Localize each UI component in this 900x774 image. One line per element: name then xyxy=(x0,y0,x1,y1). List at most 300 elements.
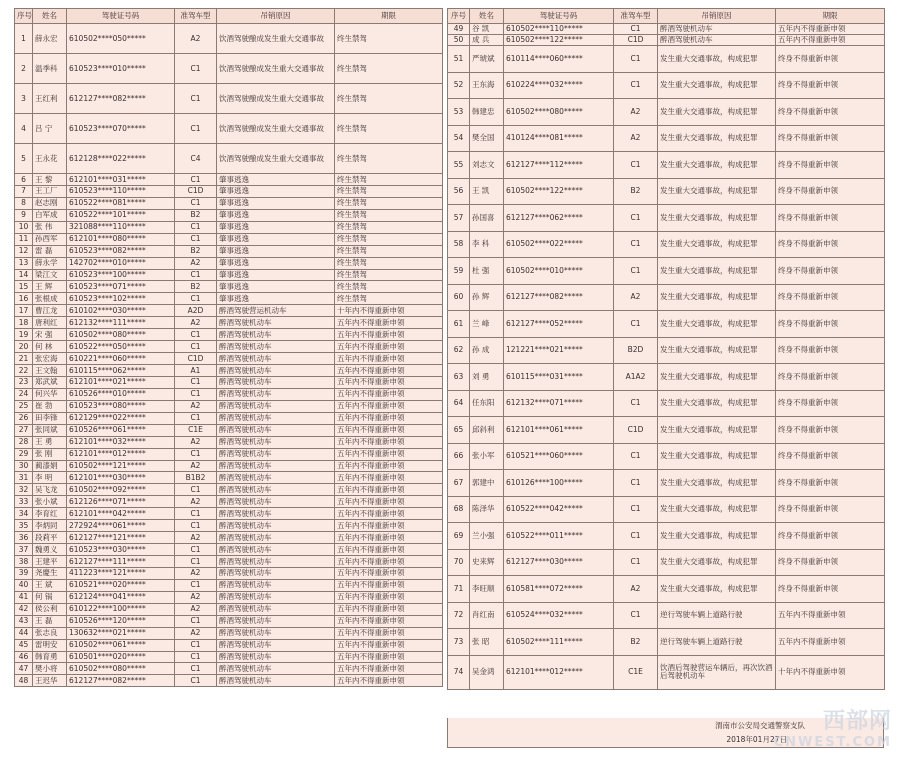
cell-revocation-reason: 醉酒驾驶机动车 xyxy=(658,24,776,35)
cell-index: 61 xyxy=(448,311,470,338)
cell-license-number: 612127****082***** xyxy=(504,284,614,311)
cell-index: 41 xyxy=(15,591,33,603)
cell-index: 19 xyxy=(15,329,33,341)
cell-revocation-reason: 饮酒驾驶酿成发生重大交通事故 xyxy=(217,144,335,174)
table-row xyxy=(15,424,443,436)
cell-term: 终身不得重新申领 xyxy=(776,152,885,179)
table-row xyxy=(448,35,885,46)
table-row xyxy=(448,72,885,99)
cell-index: 5 xyxy=(15,144,33,174)
cell-term: 终身不得重新申领 xyxy=(776,46,885,73)
header-revocation-reason: 吊销原因 xyxy=(217,9,335,24)
cell-license-number: 610502****080***** xyxy=(67,329,175,341)
cell-license-number: 411223****121***** xyxy=(67,567,175,579)
watermark-domain: CNWEST.COM xyxy=(773,735,892,750)
cell-index: 11 xyxy=(15,233,33,245)
table-row xyxy=(448,205,885,232)
cell-index: 21 xyxy=(15,353,33,365)
cell-name: 薛永宏 xyxy=(33,24,67,54)
cell-name: 樊全国 xyxy=(470,125,504,152)
cell-vehicle-class: B2 xyxy=(175,245,217,257)
left-table-panel xyxy=(14,8,442,687)
cell-revocation-reason: 醉酒驾驶机动车 xyxy=(217,329,335,341)
cell-term: 十年内不得重新申领 xyxy=(776,655,885,689)
cell-revocation-reason: 醉酒驾驶机动车 xyxy=(217,508,335,520)
cell-revocation-reason: 发生重大交通事故，构成犯罪 xyxy=(658,311,776,338)
cell-license-number: 612124****041***** xyxy=(67,591,175,603)
cell-license-number: 610122****100***** xyxy=(67,603,175,615)
cell-index: 14 xyxy=(15,269,33,281)
table-row xyxy=(15,472,443,484)
cell-vehicle-class: C1 xyxy=(175,341,217,353)
cell-vehicle-class: C1 xyxy=(614,72,658,99)
cell-vehicle-class: C1D xyxy=(614,417,658,444)
cell-term: 终身不得重新申领 xyxy=(776,337,885,364)
cell-name: 刘志文 xyxy=(470,152,504,179)
cell-index: 3 xyxy=(15,84,33,114)
cell-term: 五年内不得重新申领 xyxy=(335,376,443,388)
cell-vehicle-class: A2 xyxy=(175,603,217,615)
cell-license-number: 610502****080***** xyxy=(67,663,175,675)
cell-index: 34 xyxy=(15,508,33,520)
table-row xyxy=(15,84,443,114)
cell-revocation-reason: 醉酒驾驶机动车 xyxy=(217,567,335,579)
cell-name: 蔺漆娟 xyxy=(33,460,67,472)
cell-index: 58 xyxy=(448,231,470,258)
cell-index: 28 xyxy=(15,436,33,448)
issuing-authority: 渭南市公安局交通警察支队 xyxy=(715,721,805,730)
cell-vehicle-class: C1 xyxy=(175,615,217,627)
cell-vehicle-class: C1 xyxy=(614,496,658,523)
cell-term: 终生禁驾 xyxy=(335,221,443,233)
cell-term: 五年内不得重新申领 xyxy=(335,365,443,377)
table-row xyxy=(15,376,443,388)
cell-license-number: 610524****032***** xyxy=(504,602,614,629)
cell-license-number: 610526****061***** xyxy=(67,424,175,436)
cell-license-number: 610502****061***** xyxy=(67,639,175,651)
cell-term: 终生禁驾 xyxy=(335,174,443,186)
cell-name: 梁江文 xyxy=(33,269,67,281)
cell-term: 十年内不得重新申领 xyxy=(335,305,443,317)
cell-term: 五年内不得重新申领 xyxy=(335,627,443,639)
cell-license-number: 610522****101***** xyxy=(67,209,175,221)
cell-license-number: 612132****071***** xyxy=(504,390,614,417)
header-name: 姓名 xyxy=(470,9,504,24)
cell-revocation-reason: 醉酒驾驶机动车 xyxy=(217,675,335,687)
cell-vehicle-class: C1 xyxy=(175,556,217,568)
cell-license-number: 610502****022***** xyxy=(504,231,614,258)
table-row xyxy=(15,412,443,424)
cell-index: 54 xyxy=(448,125,470,152)
cell-index: 29 xyxy=(15,448,33,460)
cell-license-number: 612132****111***** xyxy=(67,317,175,329)
cell-revocation-reason: 发生重大交通事故，构成犯罪 xyxy=(658,205,776,232)
table-row xyxy=(15,615,443,627)
cell-revocation-reason: 饮酒驾驶酿成发生重大交通事故 xyxy=(217,114,335,144)
table-row xyxy=(15,221,443,233)
cell-term: 终身不得重新申领 xyxy=(776,576,885,603)
cell-revocation-reason: 醉酒驾驶营运机动车 xyxy=(217,305,335,317)
cell-vehicle-class: A1 xyxy=(175,365,217,377)
cell-revocation-reason: 发生重大交通事故，构成犯罪 xyxy=(658,443,776,470)
cell-name: 王 凯 xyxy=(470,178,504,205)
cell-vehicle-class: A2 xyxy=(175,24,217,54)
cell-term: 终生禁驾 xyxy=(335,54,443,84)
cell-index: 39 xyxy=(15,567,33,579)
cell-index: 57 xyxy=(448,205,470,232)
table-row xyxy=(448,311,885,338)
table-row xyxy=(448,24,885,35)
table-row xyxy=(448,152,885,179)
cell-index: 63 xyxy=(448,364,470,391)
cell-vehicle-class: A2 xyxy=(175,317,217,329)
cell-name: 王 斌 xyxy=(33,579,67,591)
table-row xyxy=(15,508,443,520)
cell-license-number: 610523****082***** xyxy=(67,245,175,257)
table-row xyxy=(15,209,443,221)
cell-term: 终身不得重新申领 xyxy=(776,311,885,338)
cell-vehicle-class: C1E xyxy=(175,424,217,436)
cell-vehicle-class: C4 xyxy=(175,144,217,174)
table-row xyxy=(15,496,443,508)
cell-license-number: 410124****081***** xyxy=(504,125,614,152)
table-row xyxy=(15,257,443,269)
table-row xyxy=(15,341,443,353)
cell-license-number: 612101****080***** xyxy=(67,233,175,245)
cell-name: 李育红 xyxy=(33,508,67,520)
table-row xyxy=(448,417,885,444)
table-row xyxy=(448,629,885,656)
cell-revocation-reason: 肇事逃逸 xyxy=(217,221,335,233)
cell-term: 五年内不得重新申领 xyxy=(776,602,885,629)
cell-name: 樊小将 xyxy=(33,663,67,675)
cell-revocation-reason: 发生重大交通事故，构成犯罪 xyxy=(658,470,776,497)
cell-license-number: 610114****060***** xyxy=(504,46,614,73)
cell-index: 52 xyxy=(448,72,470,99)
cell-term: 五年内不得重新申领 xyxy=(335,663,443,675)
cell-term: 五年内不得重新申领 xyxy=(335,603,443,615)
cell-index: 53 xyxy=(448,99,470,126)
cell-vehicle-class: A2 xyxy=(175,436,217,448)
table-row xyxy=(448,364,885,391)
cell-index: 71 xyxy=(448,576,470,603)
cell-license-number: 612127****082***** xyxy=(67,84,175,114)
cell-index: 72 xyxy=(448,602,470,629)
cell-index: 2 xyxy=(15,54,33,84)
table-row xyxy=(15,591,443,603)
cell-name: 郑武斌 xyxy=(33,376,67,388)
cell-name: 王 勇 xyxy=(33,436,67,448)
cell-license-number: 612127****112***** xyxy=(504,152,614,179)
cell-index: 47 xyxy=(15,663,33,675)
cell-name: 侯公利 xyxy=(33,603,67,615)
table-row xyxy=(15,567,443,579)
cell-revocation-reason: 醉酒驾驶机动车 xyxy=(217,424,335,436)
cell-name: 严琥斌 xyxy=(470,46,504,73)
cell-index: 42 xyxy=(15,603,33,615)
cell-index: 24 xyxy=(15,388,33,400)
cell-vehicle-class: A2 xyxy=(614,576,658,603)
cell-license-number: 610522****081***** xyxy=(67,197,175,209)
cell-term: 五年内不得重新申领 xyxy=(335,400,443,412)
cell-name: 李旺顺 xyxy=(470,576,504,603)
cell-index: 55 xyxy=(448,152,470,179)
cell-name: 李 明 xyxy=(33,472,67,484)
table-row xyxy=(15,24,443,54)
cell-license-number: 612101****021***** xyxy=(67,376,175,388)
cell-revocation-reason: 逆行驾驶车辆上道路行驶 xyxy=(658,629,776,656)
cell-term: 五年内不得重新申领 xyxy=(335,567,443,579)
cell-index: 6 xyxy=(15,174,33,186)
table-row xyxy=(15,185,443,197)
cell-term: 五年内不得重新申领 xyxy=(776,24,885,35)
cell-term: 终身不得重新申领 xyxy=(776,72,885,99)
cell-license-number: 610502****110***** xyxy=(504,24,614,35)
cell-term: 终生禁驾 xyxy=(335,144,443,174)
cell-license-number: 610526****120***** xyxy=(67,615,175,627)
cell-index: 27 xyxy=(15,424,33,436)
cell-vehicle-class: C1 xyxy=(175,376,217,388)
cell-index: 35 xyxy=(15,520,33,532)
cell-name: 孙西军 xyxy=(33,233,67,245)
cell-license-number: 610521****060***** xyxy=(504,443,614,470)
cell-vehicle-class: C1 xyxy=(175,508,217,520)
cell-license-number: 612101****042***** xyxy=(67,508,175,520)
cell-license-number: 612127****062***** xyxy=(504,205,614,232)
cell-license-number: 612126****071***** xyxy=(67,496,175,508)
cell-revocation-reason: 醉酒驾驶机动车 xyxy=(217,460,335,472)
cell-vehicle-class: C1 xyxy=(175,663,217,675)
table-row xyxy=(15,520,443,532)
cell-index: 51 xyxy=(448,46,470,73)
cell-vehicle-class: C1 xyxy=(614,152,658,179)
cell-revocation-reason: 醉酒驾驶机动车 xyxy=(217,400,335,412)
cell-name: 张 伟 xyxy=(33,221,67,233)
cell-term: 终身不得重新申领 xyxy=(776,417,885,444)
cell-name: 陈泽华 xyxy=(470,496,504,523)
revocation-table-right xyxy=(447,8,885,690)
cell-term: 终生禁驾 xyxy=(335,293,443,305)
cell-license-number: 610521****020***** xyxy=(67,579,175,591)
cell-revocation-reason: 肇事逃逸 xyxy=(217,174,335,186)
cell-name: 张小军 xyxy=(470,443,504,470)
cell-revocation-reason: 醉酒驾驶机动车 xyxy=(217,544,335,556)
cell-revocation-reason: 发生重大交通事故，构成犯罪 xyxy=(658,417,776,444)
cell-name: 王红利 xyxy=(33,84,67,114)
cell-index: 68 xyxy=(448,496,470,523)
table-row xyxy=(15,329,443,341)
table-row xyxy=(15,627,443,639)
header-index: 序号 xyxy=(15,9,33,24)
cell-name: 崔 勃 xyxy=(33,400,67,412)
cell-revocation-reason: 醉酒驾驶机动车 xyxy=(217,663,335,675)
cell-license-number: 610221****060***** xyxy=(67,353,175,365)
cell-index: 30 xyxy=(15,460,33,472)
cell-vehicle-class: A2D xyxy=(175,305,217,317)
table-row xyxy=(448,496,885,523)
cell-term: 终生禁驾 xyxy=(335,84,443,114)
cell-revocation-reason: 发生重大交通事故，构成犯罪 xyxy=(658,390,776,417)
cell-vehicle-class: C1 xyxy=(175,675,217,687)
cell-revocation-reason: 肇事逃逸 xyxy=(217,233,335,245)
cell-license-number: 610502****111***** xyxy=(504,629,614,656)
table-row xyxy=(448,178,885,205)
cell-term: 五年内不得重新申领 xyxy=(335,329,443,341)
cell-revocation-reason: 发生重大交通事故，构成犯罪 xyxy=(658,549,776,576)
cell-index: 50 xyxy=(448,35,470,46)
cell-term: 五年内不得重新申领 xyxy=(335,675,443,687)
cell-name: 谷 凯 xyxy=(470,24,504,35)
cell-revocation-reason: 醉酒驾驶机动车 xyxy=(217,472,335,484)
cell-index: 73 xyxy=(448,629,470,656)
cell-name: 田李锋 xyxy=(33,412,67,424)
cell-term: 五年内不得重新申领 xyxy=(335,532,443,544)
cell-term: 五年内不得重新申领 xyxy=(335,520,443,532)
cell-term: 五年内不得重新申领 xyxy=(335,639,443,651)
cell-term: 五年内不得重新申领 xyxy=(335,651,443,663)
cell-vehicle-class: B2D xyxy=(614,337,658,364)
cell-name: 郭建中 xyxy=(470,470,504,497)
cell-term: 终身不得重新申领 xyxy=(776,443,885,470)
cell-term: 五年内不得重新申领 xyxy=(335,508,443,520)
cell-license-number: 612127****111***** xyxy=(67,556,175,568)
cell-index: 70 xyxy=(448,549,470,576)
cell-vehicle-class: A2 xyxy=(175,460,217,472)
table-row xyxy=(448,576,885,603)
cell-license-number: 612127****121***** xyxy=(67,532,175,544)
cell-name: 张根成 xyxy=(33,293,67,305)
table-row xyxy=(15,388,443,400)
table-row xyxy=(15,484,443,496)
cell-license-number: 610523****071***** xyxy=(67,281,175,293)
cell-name: 肖红南 xyxy=(470,602,504,629)
cell-name: 白军成 xyxy=(33,209,67,221)
cell-revocation-reason: 醉酒驾驶机动车 xyxy=(217,388,335,400)
cell-vehicle-class: C1 xyxy=(614,258,658,285)
cell-vehicle-class: A2 xyxy=(175,591,217,603)
cell-vehicle-class: C1 xyxy=(614,46,658,73)
cell-index: 43 xyxy=(15,615,33,627)
cell-name: 张宏海 xyxy=(33,353,67,365)
cell-index: 33 xyxy=(15,496,33,508)
cell-index: 36 xyxy=(15,532,33,544)
table-row xyxy=(15,144,443,174)
cell-term: 终身不得重新申领 xyxy=(776,364,885,391)
cell-revocation-reason: 发生重大交通事故，构成犯罪 xyxy=(658,231,776,258)
cell-license-number: 610523****010***** xyxy=(67,54,175,84)
cell-index: 1 xyxy=(15,24,33,54)
cell-name: 段莉平 xyxy=(33,532,67,544)
cell-term: 终身不得重新申领 xyxy=(776,523,885,550)
cell-name: 孙 辉 xyxy=(470,284,504,311)
cell-term: 五年内不得重新申领 xyxy=(335,424,443,436)
cell-name: 任东阳 xyxy=(470,390,504,417)
table-row xyxy=(448,655,885,689)
cell-license-number: 612101****061***** xyxy=(504,417,614,444)
cell-name: 孙国喜 xyxy=(470,205,504,232)
cell-term: 五年内不得重新申领 xyxy=(335,591,443,603)
cell-license-number: 610523****100***** xyxy=(67,269,175,281)
cell-vehicle-class: C1 xyxy=(175,269,217,281)
table-row xyxy=(448,602,885,629)
cell-term: 终身不得重新申领 xyxy=(776,125,885,152)
cell-term: 终身不得重新申领 xyxy=(776,205,885,232)
cell-name: 王永花 xyxy=(33,144,67,174)
cell-revocation-reason: 饮酒后驾驶营运车辆后，再次饮酒后驾驶机动车 xyxy=(658,655,776,689)
cell-index: 67 xyxy=(448,470,470,497)
cell-license-number: 610502****121***** xyxy=(67,460,175,472)
cell-term: 终身不得重新申领 xyxy=(776,178,885,205)
cell-name: 张同斌 xyxy=(33,424,67,436)
cell-license-number: 121221****021***** xyxy=(504,337,614,364)
cell-revocation-reason: 发生重大交通事故，构成犯罪 xyxy=(658,125,776,152)
cell-index: 66 xyxy=(448,443,470,470)
cell-revocation-reason: 醉酒驾驶机动车 xyxy=(217,627,335,639)
table-row xyxy=(448,258,885,285)
cell-term: 五年内不得重新申领 xyxy=(335,412,443,424)
cell-term: 终身不得重新申领 xyxy=(776,258,885,285)
cell-index: 22 xyxy=(15,365,33,377)
cell-revocation-reason: 肇事逃逸 xyxy=(217,281,335,293)
header-term: 期限 xyxy=(335,9,443,24)
header-index: 序号 xyxy=(448,9,470,24)
table-row xyxy=(15,436,443,448)
cell-name: 韩建忠 xyxy=(470,99,504,126)
cell-license-number: 610502****122***** xyxy=(504,35,614,46)
cell-index: 15 xyxy=(15,281,33,293)
cell-license-number: 610581****072***** xyxy=(504,576,614,603)
cell-term: 终生禁驾 xyxy=(335,114,443,144)
cell-vehicle-class: A2 xyxy=(614,284,658,311)
cell-revocation-reason: 醉酒驾驶机动车 xyxy=(217,496,335,508)
cell-index: 9 xyxy=(15,209,33,221)
table-row xyxy=(448,443,885,470)
cell-term: 终身不得重新申领 xyxy=(776,99,885,126)
cell-revocation-reason: 肇事逃逸 xyxy=(217,293,335,305)
cell-revocation-reason: 发生重大交通事故，构成犯罪 xyxy=(658,72,776,99)
cell-vehicle-class: C1 xyxy=(175,579,217,591)
cell-vehicle-class: C1 xyxy=(175,520,217,532)
table-row xyxy=(448,231,885,258)
cell-vehicle-class: C1 xyxy=(175,233,217,245)
cell-vehicle-class: B2 xyxy=(175,281,217,293)
cell-license-number: 612101****012***** xyxy=(504,655,614,689)
table-row xyxy=(15,233,443,245)
cell-name: 韩育勇 xyxy=(33,651,67,663)
cell-revocation-reason: 醉酒驾驶机动车 xyxy=(217,484,335,496)
table-row xyxy=(15,532,443,544)
cell-vehicle-class: C1 xyxy=(175,544,217,556)
cell-name: 雷明安 xyxy=(33,639,67,651)
cell-name: 王迟华 xyxy=(33,675,67,687)
cell-revocation-reason: 发生重大交通事故，构成犯罪 xyxy=(658,337,776,364)
cell-vehicle-class: C1 xyxy=(175,639,217,651)
cell-name: 王东海 xyxy=(470,72,504,99)
cell-revocation-reason: 发生重大交通事故，构成犯罪 xyxy=(658,523,776,550)
table-row xyxy=(15,556,443,568)
cell-license-number: 142702****010***** xyxy=(67,257,175,269)
cell-name: 杜 强 xyxy=(470,258,504,285)
cell-index: 62 xyxy=(448,337,470,364)
cell-index: 8 xyxy=(15,197,33,209)
cell-name: 张 昭 xyxy=(470,629,504,656)
cell-index: 10 xyxy=(15,221,33,233)
cell-vehicle-class: A2 xyxy=(175,627,217,639)
cell-vehicle-class: A2 xyxy=(175,567,217,579)
cell-revocation-reason: 发生重大交通事故，构成犯罪 xyxy=(658,496,776,523)
cell-name: 唐利红 xyxy=(33,317,67,329)
cell-name: 赵志刚 xyxy=(33,197,67,209)
